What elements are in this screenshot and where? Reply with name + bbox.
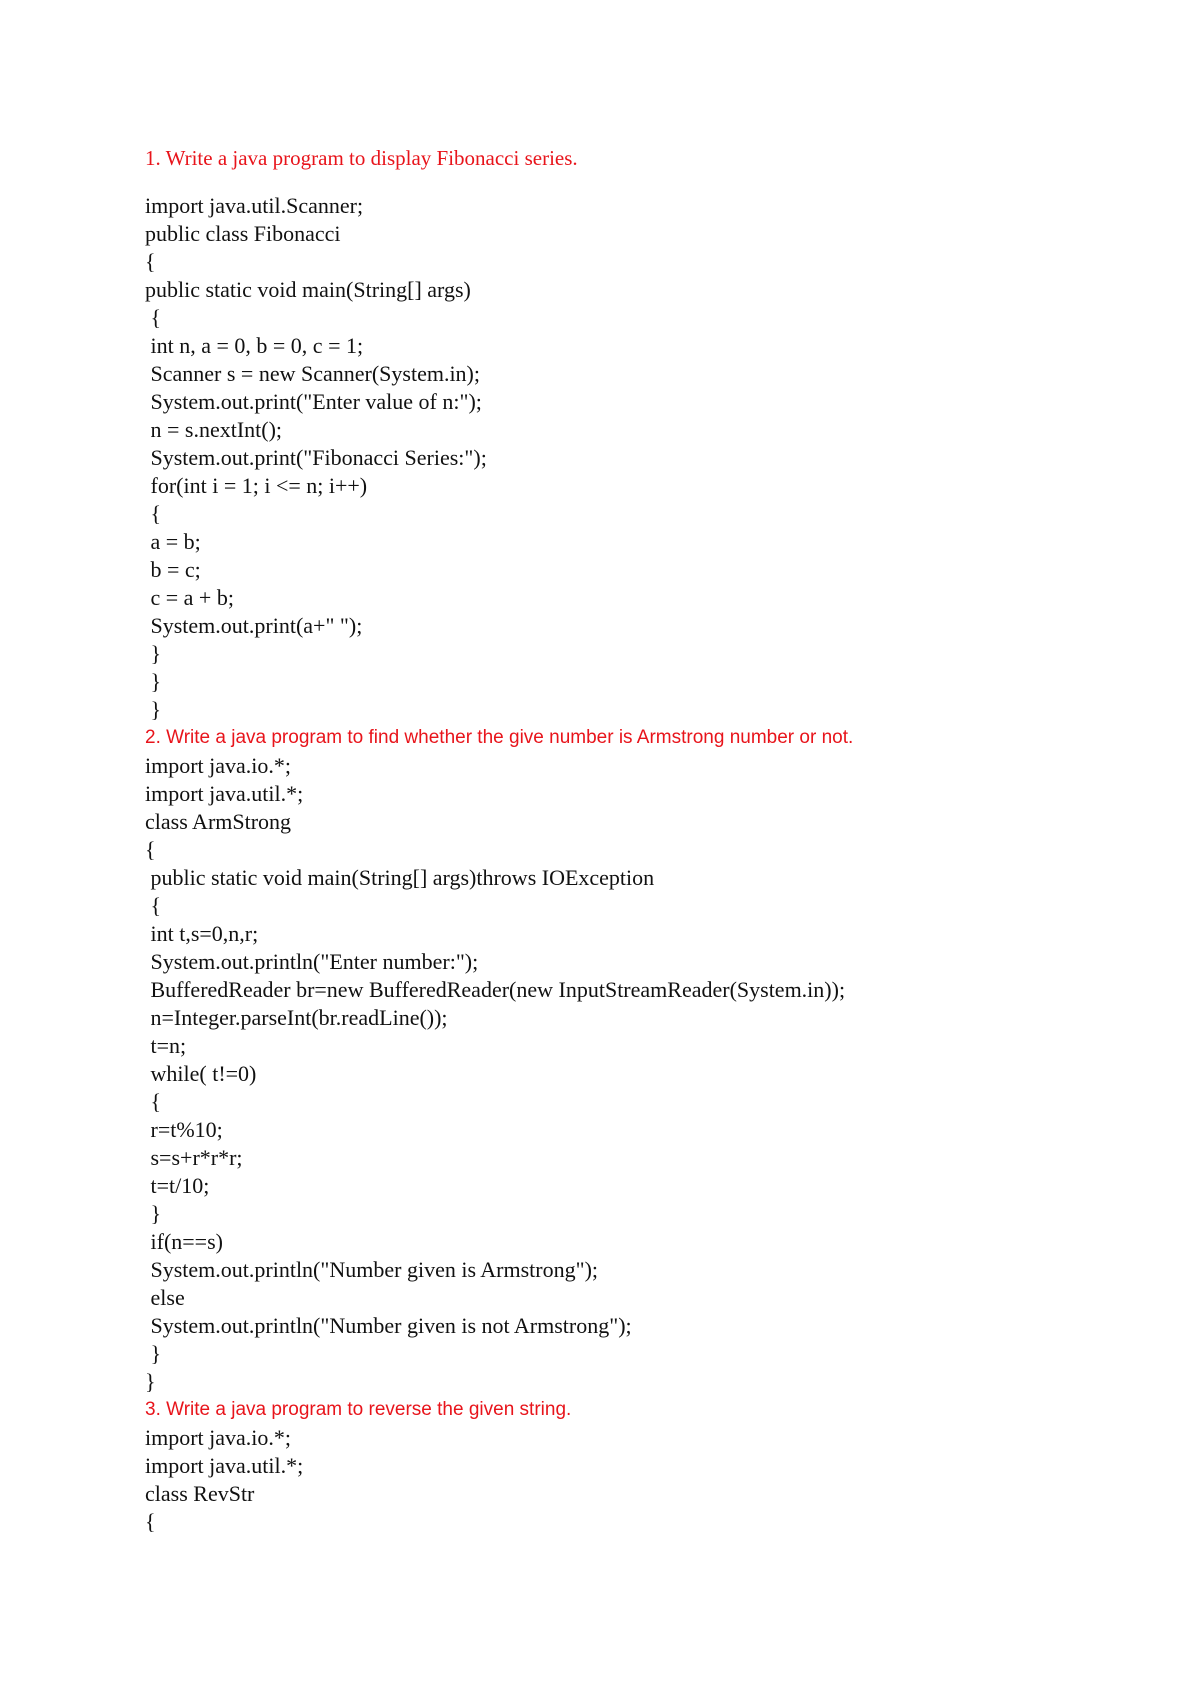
code-line: n = s.nextInt();	[145, 417, 283, 442]
armstrong-code-block	[145, 752, 1145, 1396]
code-line: {	[145, 305, 162, 330]
code-line: int t,s=0,n,r;	[145, 921, 259, 946]
code-line: class ArmStrong	[145, 809, 292, 834]
code-line: t=t/10;	[145, 1173, 210, 1198]
code-line: else	[145, 1285, 185, 1310]
code-line: class RevStr	[145, 1481, 255, 1506]
code-line: public class Fibonacci	[145, 221, 341, 246]
code-line: {	[145, 501, 162, 526]
code-line: System.out.print("Fibonacci Series:");	[145, 445, 487, 470]
code-line: if(n==s)	[145, 1229, 223, 1254]
code-line: BufferedReader br=new BufferedReader(new InputStreamReader(System.in));	[145, 977, 846, 1002]
code-line: s=s+r*r*r;	[145, 1145, 243, 1170]
code-line: System.out.println("Enter number:");	[145, 949, 479, 974]
question-1-heading: 1. Write a java program to display Fibonacci series.	[145, 146, 578, 170]
code-line: import java.io.*;	[145, 1425, 292, 1450]
code-line: {	[145, 1509, 156, 1534]
code-line: }	[145, 1341, 162, 1366]
code-line: public static void main(String[] args)	[145, 277, 471, 302]
code-line: int n, a = 0, b = 0, c = 1;	[145, 333, 364, 358]
code-line: System.out.println("Number given is Armstrong");	[145, 1257, 599, 1282]
code-line: System.out.print(a+" ");	[145, 613, 363, 638]
document-content	[145, 142, 1145, 1536]
code-line: }	[145, 669, 162, 694]
code-line: }	[145, 641, 162, 666]
code-line: {	[145, 837, 156, 862]
spacer	[145, 174, 1145, 192]
code-line: public static void main(String[] args)throws IOException	[145, 865, 655, 890]
code-line: n=Integer.parseInt(br.readLine());	[145, 1005, 448, 1030]
code-line: a = b;	[145, 529, 201, 554]
code-line: for(int i = 1; i <= n; i++)	[145, 473, 368, 498]
code-line: import java.util.*;	[145, 781, 304, 806]
code-line: {	[145, 893, 162, 918]
reverse-string-code-block	[145, 1424, 1145, 1536]
code-line: System.out.println("Number given is not Armstrong");	[145, 1313, 632, 1338]
code-line: System.out.print("Enter value of n:");	[145, 389, 482, 414]
code-line: while( t!=0)	[145, 1061, 257, 1086]
code-line: t=n;	[145, 1033, 187, 1058]
question-3-heading: 3. Write a java program to reverse the given string.	[145, 1399, 572, 1420]
code-line: r=t%10;	[145, 1117, 223, 1142]
code-line: }	[145, 697, 162, 722]
code-line: import java.util.Scanner;	[145, 193, 364, 218]
code-line: c = a + b;	[145, 585, 234, 610]
code-line: {	[145, 249, 156, 274]
code-line: import java.util.*;	[145, 1453, 304, 1478]
code-line: b = c;	[145, 557, 201, 582]
code-line: Scanner s = new Scanner(System.in);	[145, 361, 480, 386]
code-line: }	[145, 1201, 162, 1226]
code-line: }	[145, 1369, 156, 1394]
code-line: import java.io.*;	[145, 753, 292, 778]
fibonacci-code-block	[145, 192, 1145, 724]
question-2-heading: 2. Write a java program to find whether the give number is Armstrong number or not.	[145, 727, 854, 748]
code-line: {	[145, 1089, 162, 1114]
